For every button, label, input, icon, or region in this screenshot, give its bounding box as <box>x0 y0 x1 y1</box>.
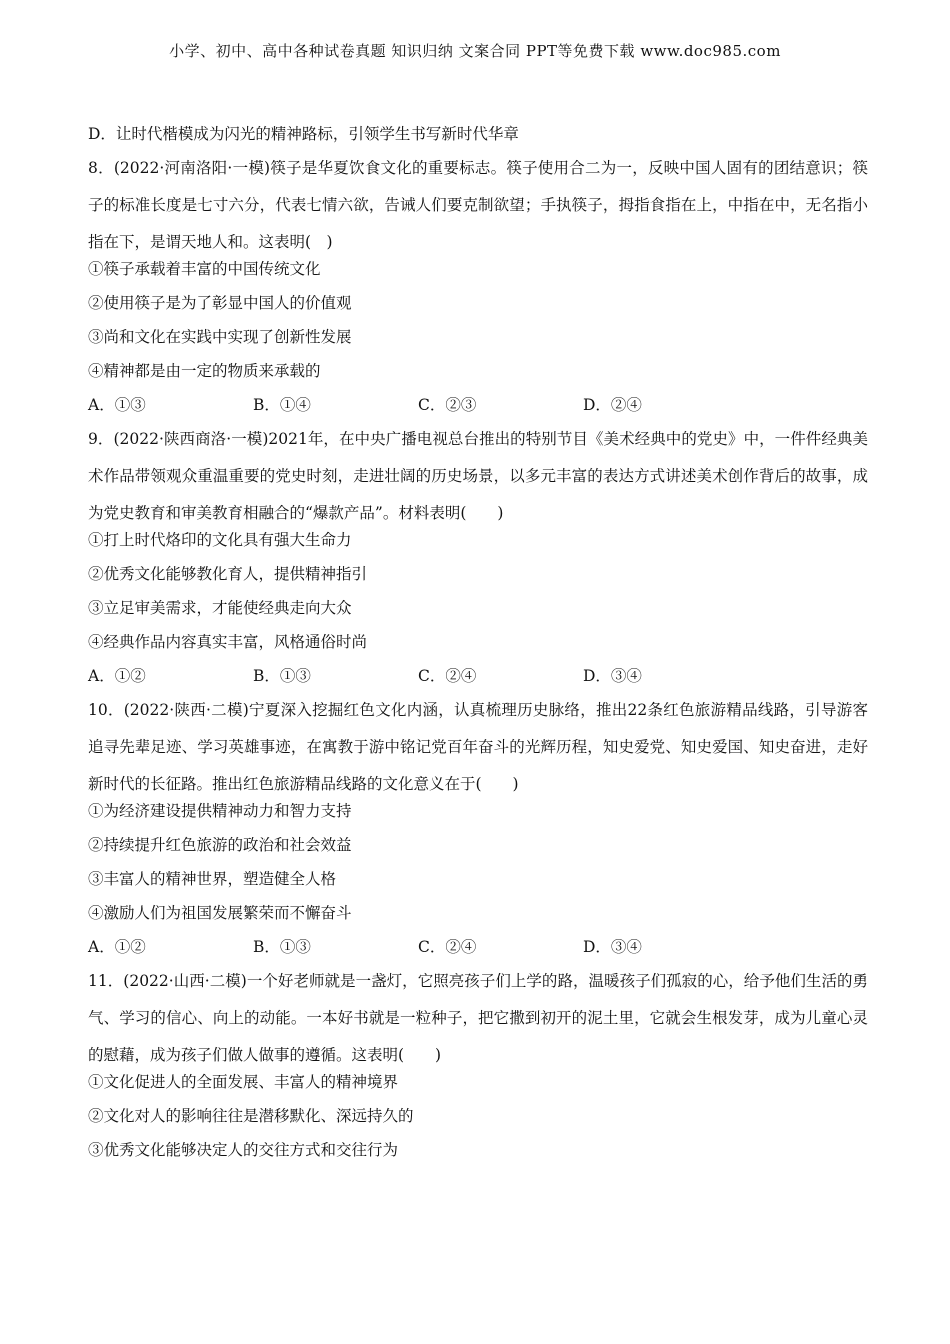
q8-item-4: ④精神都是由一定的物质来承载的 <box>88 362 321 380</box>
document-body <box>88 124 868 1174</box>
question-11-stem: 11．(2022·山西·二模)一个好老师就是一盏灯，它照亮孩子们上学的路，温暖孩子们孤寂的心，给予他们生活的勇气、学习的信心、向上的动能。一本好书就是一粒种子，把它撒到初开的泥土里，它就会生根发芽，成为儿童心灵的慰藉，成为孩子们做人做事的遵循。这表明( ) <box>88 972 868 1064</box>
page-header: 小学、初中、高中各种试卷真题 知识归纳 文案合同 PPT等免费下载 www.doc985.com <box>169 42 781 60</box>
q8-option-a: A．①③ <box>88 396 146 414</box>
q9-item-3: ③立足审美需求，才能使经典走向大众 <box>88 599 352 617</box>
q11-item-2: ②文化对人的影响往往是潜移默化、深远持久的 <box>88 1107 414 1125</box>
q9-item-4: ④经典作品内容真实丰富，风格通俗时尚 <box>88 633 368 651</box>
q9-item-1: ①打上时代烙印的文化具有强大生命力 <box>88 531 352 549</box>
q9-item-2: ②优秀文化能够教化育人，提供精神指引 <box>88 565 368 583</box>
q10-option-c: C．②④ <box>418 938 477 956</box>
q11-item-1: ①文化促进人的全面发展、丰富人的精神境界 <box>88 1073 399 1091</box>
question-8-stem: 8．(2022·河南洛阳·一模)筷子是华夏饮食文化的重要标志。筷子使用合二为一，反映中国人固有的团结意识；筷子的标准长度是七寸六分，代表七情六欲，告诫人们要克制欲望；手执筷子，拇指食指在上，中指在中，无名指小指在下，是谓天地人和。这表明( ) <box>88 159 868 251</box>
q10-item-3: ③丰富人的精神世界，塑造健全人格 <box>88 870 337 888</box>
q8-option-b: B．①④ <box>253 396 311 414</box>
q8-option-c: C．②③ <box>418 396 477 414</box>
q10-option-d: D．③④ <box>583 938 642 956</box>
question-10-stem: 10．(2022·陕西·二模)宁夏深入挖掘红色文化内涵，认真梳理历史脉络，推出22条红色旅游精品线路，引导游客追寻先辈足迹、学习英雄事迹，在寓教于游中铭记党百年奋斗的光辉历程，知史爱党、知史爱国、知史奋进，走好新时代的长征路。推出红色旅游精品线路的文化意义在于( ) <box>88 701 868 793</box>
q10-item-1: ①为经济建设提供精神动力和智力支持 <box>88 802 352 820</box>
q10-option-b: B．①③ <box>253 938 311 956</box>
q11-item-3: ③优秀文化能够决定人的交往方式和交往行为 <box>88 1141 399 1159</box>
q10-item-2: ②持续提升红色旅游的政治和社会效益 <box>88 836 352 854</box>
q8-item-3: ③尚和文化在实践中实现了创新性发展 <box>88 328 352 346</box>
q8-option-d: D．②④ <box>583 396 642 414</box>
q9-option-c: C．②④ <box>418 667 477 685</box>
q8-item-1: ①筷子承载着丰富的中国传统文化 <box>88 260 321 278</box>
q9-option-a: A．①② <box>88 667 146 685</box>
previous-option-d: D．让时代楷模成为闪光的精神路标，引领学生书写新时代华章 <box>88 125 519 143</box>
q8-item-2: ②使用筷子是为了彰显中国人的价值观 <box>88 294 352 312</box>
q10-option-a: A．①② <box>88 938 146 956</box>
question-9-stem: 9．(2022·陕西商洛·一模)2021年，在中央广播电视总台推出的特别节目《美术经典中的党史》中，一件件经典美术作品带领观众重温重要的党史时刻，走进壮阔的历史场景，以多元丰富的表达方式讲述美术创作背后的故事，成为党史教育和审美教育相融合的“爆款产品”。材料表明( ) <box>88 430 868 522</box>
q9-option-d: D．③④ <box>583 667 642 685</box>
q9-option-b: B．①③ <box>253 667 311 685</box>
q10-item-4: ④激励人们为祖国发展繁荣而不懈奋斗 <box>88 904 352 922</box>
